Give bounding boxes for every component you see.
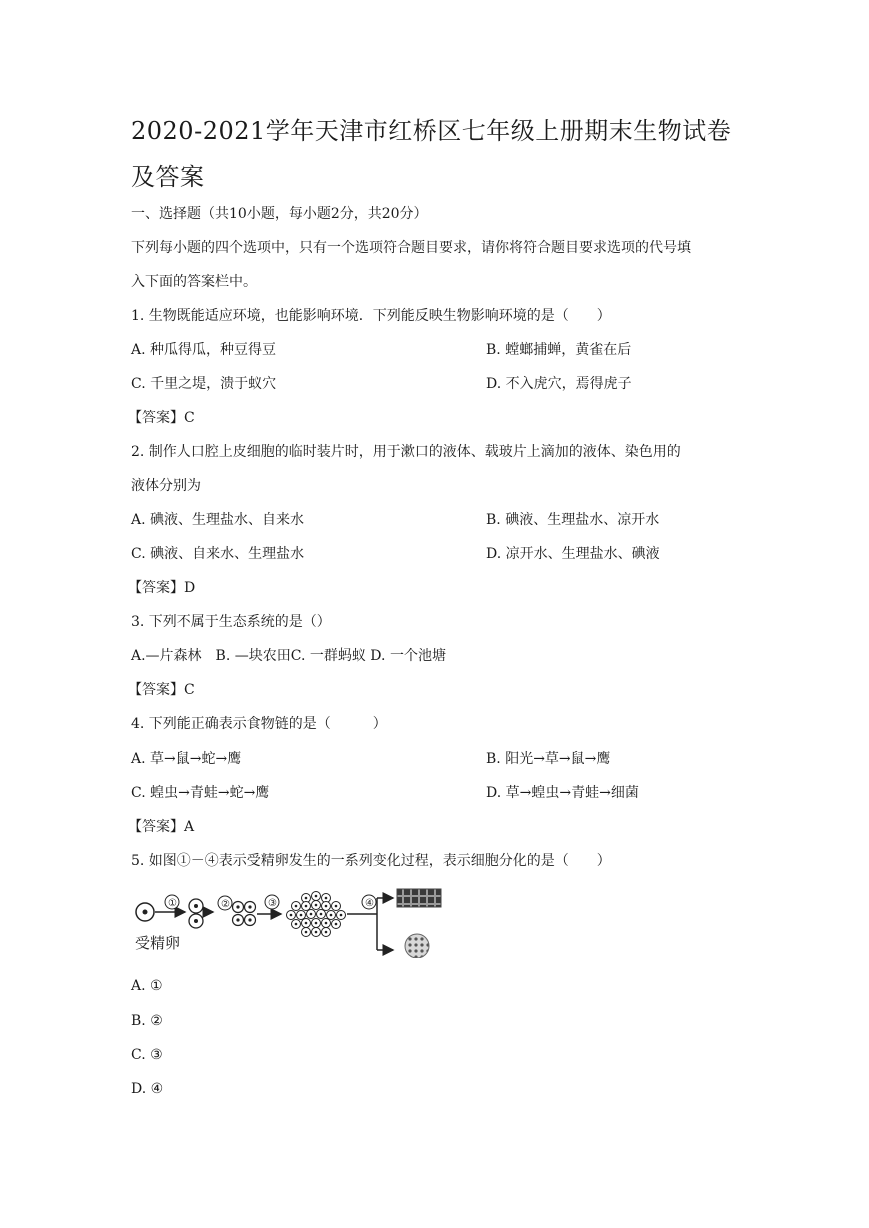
question-2-option-c: C. 碘液、自来水、生理盐水 bbox=[131, 546, 305, 562]
question-4-answer: 【答案】A bbox=[128, 819, 195, 835]
cell-differentiation-figure bbox=[131, 888, 451, 958]
question-5-stem: 5. 如图①－④表示受精卵发生的一系列变化过程，表示细胞分化的是（ ） bbox=[131, 853, 611, 869]
step-2-label: ② bbox=[221, 899, 230, 910]
question-1-option-d: D. 不入虎穴，焉得虎子 bbox=[486, 376, 632, 392]
question-4-option-a: A. 草→鼠→蛇→鹰 bbox=[131, 751, 242, 767]
zygote-caption: 受精卵 bbox=[135, 935, 181, 952]
question-3-answer: 【答案】C bbox=[128, 682, 195, 698]
section-heading: 一、选择题（共10小题，每小题2分，共20分） bbox=[131, 206, 428, 222]
zygote-cell bbox=[136, 903, 154, 921]
question-4-stem: 4. 下列能正确表示食物链的是（ ） bbox=[131, 716, 387, 732]
question-5-option-b: B. ② bbox=[131, 1013, 163, 1029]
tissue-block-icon bbox=[397, 889, 441, 907]
question-1-option-c: C. 千里之堤，溃于蚁穴 bbox=[131, 376, 277, 392]
question-5-option-d: D. ④ bbox=[131, 1081, 164, 1097]
question-1-answer: 【答案】C bbox=[128, 410, 195, 426]
question-2-option-a: A. 碘液、生理盐水、自来水 bbox=[131, 512, 305, 528]
question-1-option-b: B. 螳螂捕蝉，黄雀在后 bbox=[486, 342, 632, 358]
instruction-line-1: 下列每小题的四个选项中，只有一个选项符合题目要求，请你将符合题目要求选项的代号填 bbox=[131, 240, 691, 256]
question-4-option-d: D. 草→蝗虫→青蛙→细菌 bbox=[486, 785, 639, 801]
question-1-stem: 1. 生物既能适应环境，也能影响环境．下列能反映生物影响环境的是（ ） bbox=[131, 308, 611, 324]
question-5-option-c: C. ③ bbox=[131, 1047, 163, 1063]
question-1-option-a: A. 种瓜得瓜，种豆得豆 bbox=[131, 342, 277, 358]
step-4-label: ④ bbox=[365, 898, 374, 909]
question-3-options: A.—片森林 B. —块农田C. 一群蚂蚁 D. 一个池塘 bbox=[131, 648, 446, 664]
document-title: 2020-2021学年天津市红桥区七年级上册期末生物试卷及答案 bbox=[131, 117, 732, 191]
question-3-stem: 3. 下列不属于生态系统的是（） bbox=[131, 614, 331, 630]
four-cell-stage bbox=[233, 902, 256, 926]
question-2-stem-line-1: 2. 制作人口腔上皮细胞的临时装片时，用于漱口的液体、载玻片上滴加的液体、染色用的 bbox=[131, 444, 681, 460]
instruction-line-2: 入下面的答案栏中。 bbox=[131, 274, 257, 290]
step-3-label: ③ bbox=[268, 898, 277, 909]
question-2-option-d: D. 凉开水、生理盐水、碘液 bbox=[486, 546, 660, 562]
cell-mass bbox=[287, 892, 346, 937]
question-2-answer: 【答案】D bbox=[128, 580, 196, 596]
question-2-stem-line-2: 液体分别为 bbox=[131, 478, 201, 494]
question-4-option-c: C. 蝗虫→青蛙→蛇→鹰 bbox=[131, 785, 270, 801]
question-4-option-b: B. 阳光→草→鼠→鹰 bbox=[486, 751, 611, 767]
two-cell-stage bbox=[189, 899, 203, 928]
blood-cell-tissue-icon bbox=[405, 934, 429, 958]
question-5-option-a: A. ① bbox=[131, 978, 163, 994]
step-1-label: ① bbox=[168, 898, 177, 909]
question-2-option-b: B. 碘液、生理盐水、凉开水 bbox=[486, 512, 660, 528]
